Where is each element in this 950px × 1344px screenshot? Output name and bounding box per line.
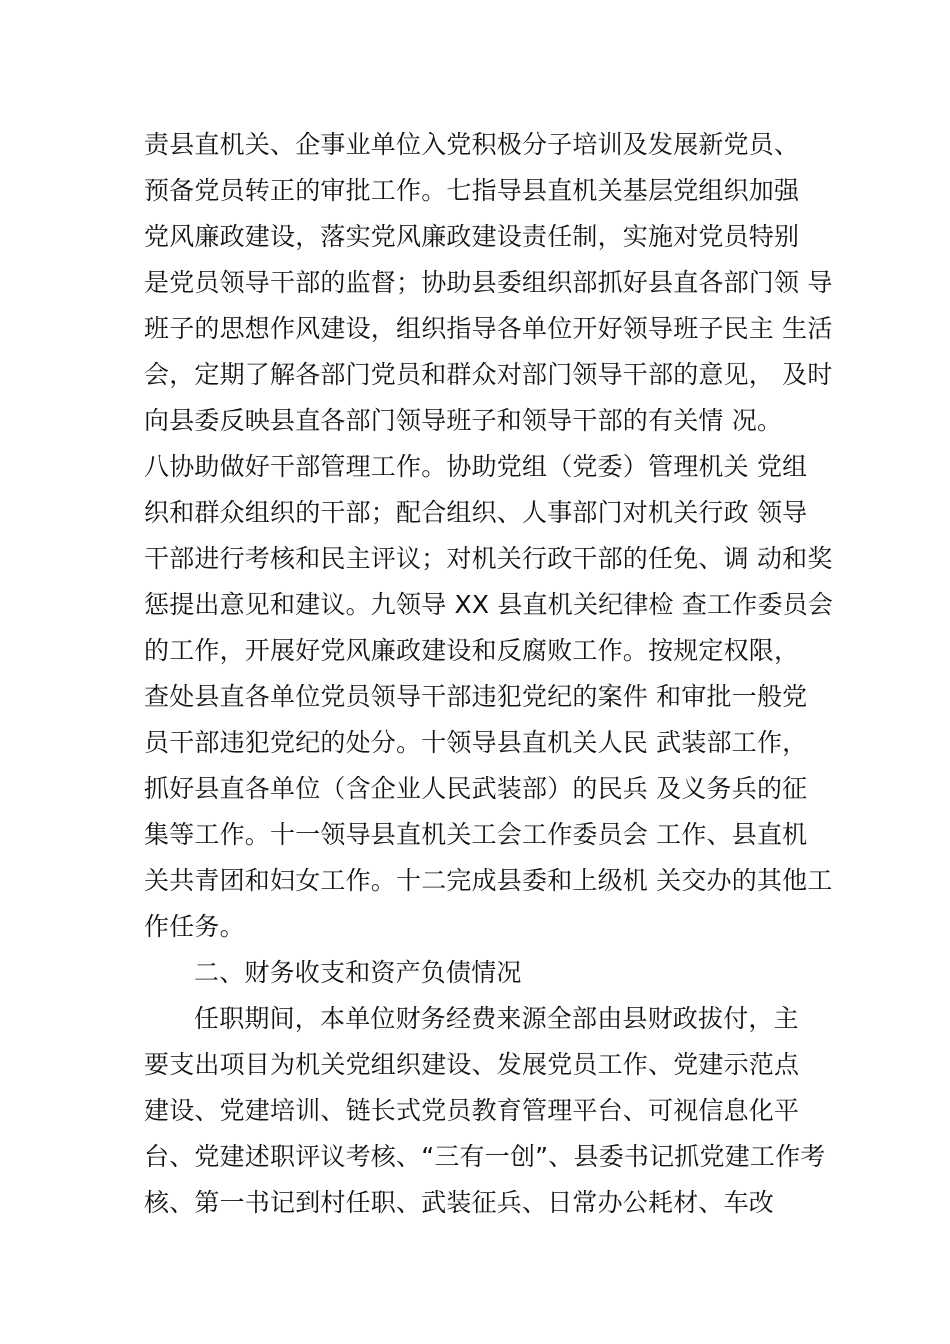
paragraph-line: 责县直机关、企事业单位入党积极分子培训及发展新党员、 xyxy=(144,130,800,159)
paragraph-line: 向县委反映县直各部门领导班子和领导干部的有关情 况。 xyxy=(144,406,783,435)
paragraph-line: 集等工作。十一领导县直机关工会工作委员会 工作、县直机 xyxy=(144,820,808,849)
section-heading: 二、财务收支和资产负债情况 xyxy=(194,958,522,987)
paragraph-line: 干部进行考核和民主评议；对机关行政干部的任免、调 动和奖 xyxy=(144,544,833,573)
paragraph-line: 核、第一书记到村任职、武装征兵、日常办公耗材、车改 xyxy=(144,1188,775,1217)
paragraph-line: 建设、党建培训、链长式党员教育管理平台、可视信息化平 xyxy=(144,1096,800,1125)
paragraph-line: 党风廉政建设，落实党风廉政建设责任制，实施对党员特别 xyxy=(144,222,800,251)
paragraph-line: 的工作，开展好党风廉政建设和反腐败工作。按规定权限， xyxy=(144,636,800,665)
paragraph-line: 任职期间，本单位财务经费来源全部由县财政拔付，主 xyxy=(194,1004,799,1033)
paragraph-line: 会，定期了解各部门党员和群众对部门领导干部的意见， 及时 xyxy=(144,360,833,389)
paragraph-line: 关共青团和妇女工作。十二完成县委和上级机 关交办的其他工 xyxy=(144,866,833,895)
paragraph-line: 要支出项目为机关党组织建设、发展党员工作、党建示范点 xyxy=(144,1050,800,1079)
paragraph-line: 查处县直各单位党员领导干部违犯党纪的案件 和审批一般党 xyxy=(144,682,808,711)
paragraph-line: 员干部违犯党纪的处分。十领导县直机关人民 武装部工作， xyxy=(144,728,808,757)
paragraph-line: 作任务。 xyxy=(144,912,245,941)
paragraph-line: 惩提出意见和建议。九领导 XX 县直机关纪律检 查工作委员会 xyxy=(144,590,834,619)
paragraph-line: 是党员领导干部的监督；协助县委组织部抓好县直各部门领 导 xyxy=(144,268,833,297)
paragraph-line: 抓好县直各单位（含企业人民武装部）的民兵 及义务兵的征 xyxy=(144,774,808,803)
paragraph-line: 八协助做好干部管理工作。协助党组（党委）管理机关 党组 xyxy=(144,452,808,481)
document-body xyxy=(144,122,844,1226)
paragraph-line: 织和群众组织的干部；配合组织、人事部门对机关行政 领导 xyxy=(144,498,808,527)
paragraph-line: 预备党员转正的审批工作。七指导县直机关基层党组织加强 xyxy=(144,176,800,205)
paragraph-line: 台、党建述职评议考核、“三有一创”、县委书记抓党建工作考 xyxy=(144,1142,826,1171)
paragraph-line: 班子的思想作风建设，组织指导各单位开好领导班子民主 生活 xyxy=(144,314,833,343)
